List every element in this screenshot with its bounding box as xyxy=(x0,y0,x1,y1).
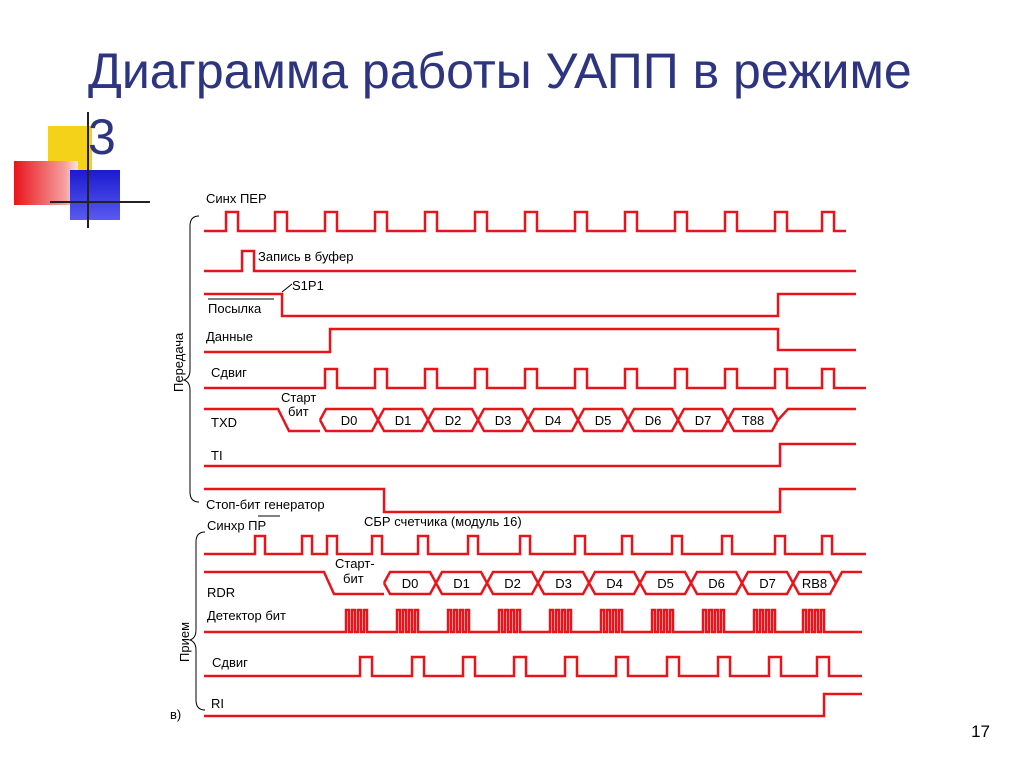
s1p1-pointer xyxy=(282,284,292,292)
page-number: 17 xyxy=(971,722,990,741)
label-txd-start-1: Старт xyxy=(281,390,317,405)
wave-sync-rx xyxy=(204,536,866,554)
wave-bit-detector xyxy=(204,610,862,632)
receive-brace xyxy=(190,532,205,710)
label-sync-rx: Синхр ПР xyxy=(207,518,267,533)
label-buffer-write: Запись в буфер xyxy=(258,249,354,264)
txd-bit-label: D1 xyxy=(394,413,412,428)
label-rdr-start-2: бит xyxy=(343,571,364,586)
label-rdr-start-1: Старт- xyxy=(335,556,375,571)
label-txd: TXD xyxy=(211,415,237,430)
label-rdr: RDR xyxy=(207,585,236,600)
txd-bit-label: D5 xyxy=(594,413,612,428)
txd-bit-label: D4 xyxy=(544,413,562,428)
rdr-bit-label: D2 xyxy=(504,576,521,591)
transmit-group-label: Передача xyxy=(171,332,186,392)
label-shift-tx: Сдвиг xyxy=(211,365,247,380)
wave-txd-tail xyxy=(778,409,856,420)
rdr-bit-label: D0 xyxy=(401,576,419,591)
label-s1p1: S1P1 xyxy=(292,278,324,293)
label-bit-detector: Детектор бит xyxy=(207,608,287,623)
wave-data xyxy=(204,329,856,352)
txd-bit-label: T88 xyxy=(741,413,765,428)
wave-ri xyxy=(204,694,862,716)
label-send: Посылка xyxy=(208,301,262,316)
wave-sync-tx xyxy=(204,212,846,231)
rdr-bit-label: D6 xyxy=(708,576,725,591)
label-shift-rx: Сдвиг xyxy=(212,655,248,670)
rdr-bit-label: D5 xyxy=(657,576,674,591)
transmit-brace xyxy=(184,216,199,502)
txd-bit-label: D0 xyxy=(340,413,358,428)
txd-bit-label: D6 xyxy=(644,413,662,428)
label-txd-start-2: бит xyxy=(288,404,309,419)
wave-send xyxy=(204,294,856,316)
rdr-bit-label: D1 xyxy=(453,576,470,591)
panel-marker: в) xyxy=(170,707,182,722)
txd-bit-label: D7 xyxy=(694,413,712,428)
receive-group-label: Прием xyxy=(177,621,192,662)
label-sync-tx: Синх ПЕР xyxy=(206,191,267,206)
label-counter-reset: СБР счетчика (модуль 16) xyxy=(364,514,522,529)
rdr-bit-label: RB8 xyxy=(801,576,828,591)
label-ri: RI xyxy=(211,696,224,711)
wave-shift-rx xyxy=(204,657,862,676)
wave-rdr-tail xyxy=(836,572,862,583)
rdr-bit-label: D3 xyxy=(555,576,572,591)
label-ti: TI xyxy=(211,448,223,463)
txd-bit-label: D2 xyxy=(444,413,462,428)
label-data: Данные xyxy=(206,329,253,344)
txd-bit-label: D3 xyxy=(494,413,512,428)
wave-shift-tx xyxy=(204,369,866,388)
label-stop-gen: Стоп-бит генератор xyxy=(206,497,325,512)
rdr-bit-label: D4 xyxy=(606,576,623,591)
slide-title: Диаграмма работы УАПП в режиме 3 xyxy=(88,43,912,165)
rdr-bit-label: D7 xyxy=(759,576,776,591)
wave-ti xyxy=(204,444,856,466)
